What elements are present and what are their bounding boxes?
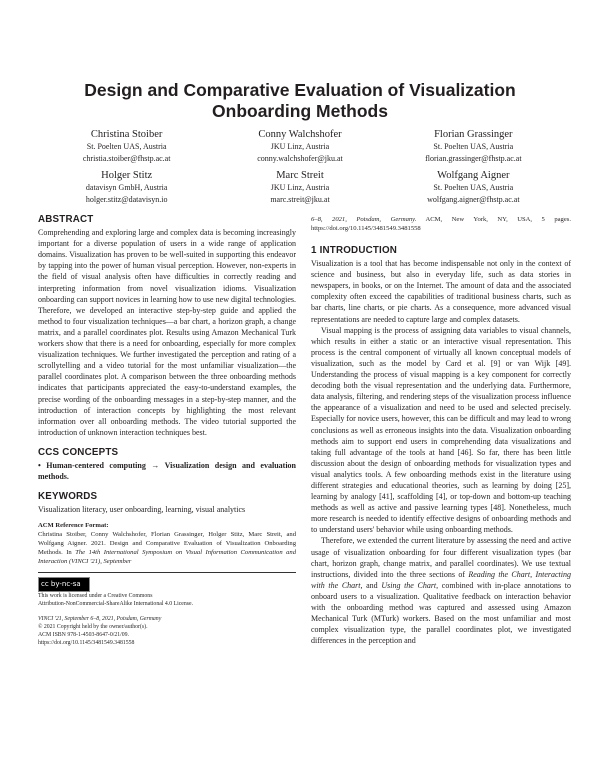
abstract-heading: ABSTRACT: [38, 214, 94, 225]
footnote-rule: [38, 572, 296, 573]
acm-ref-text: Christina Stoiber, Conny Walchshofer, Florian Grassinger, Holger Stitz, Marc Streit, and Wolfgang Aigner. 2021. Design and Comparative Evaluation of Visualization Onboarding Methods. In The 14th International Symposium on Visual Information Communication and Interaction (VINCI '21), September: [38, 531, 296, 566]
publication-footer: VINCI '21, September 6–8, 2021, Potsdam, Germany © 2021 Copyright held by the owner/author(s). ACM ISBN 978-1-4503-8647-0/21/09. https://doi.org/10.1145/3481549.3481558: [38, 615, 296, 647]
author-5: Marc Streit JKU Linz, Austria marc.streit@jku.at: [213, 169, 386, 205]
author-2: Conny Walchshofer JKU Linz, Austria conny.walchshofer@jku.at: [213, 128, 386, 164]
author-4: Holger Stitz datavisyn GmbH, Austria holger.stitz@datavisyn.io: [40, 169, 213, 205]
author-1: Christina Stoiber St. Poelten UAS, Austria christia.stoiber@fhstp.ac.at: [40, 128, 213, 164]
author-email[interactable]: christia.stoiber@fhstp.ac.at: [82, 153, 171, 163]
paper-title: Design and Comparative Evaluation of Visualization Onboarding Methods: [84, 80, 516, 121]
author-email[interactable]: holger.stitz@datavisyn.io: [85, 194, 168, 204]
left-column: [38, 214, 296, 647]
author-list: [40, 128, 560, 205]
cc-license-icon[interactable]: cc by-nc-sa: [38, 577, 90, 592]
introduction-heading: 1 INTRODUCTION: [311, 245, 398, 256]
author-email[interactable]: florian.grassinger@fhstp.ac.at: [425, 153, 522, 163]
author-3: Florian Grassinger St. Poelten UAS, Austria florian.grassinger@fhstp.ac.at: [387, 128, 560, 164]
right-column: [311, 215, 571, 646]
acm-ref-continued: 6–8, 2021, Potsdam, Germany. ACM, New York, NY, USA, 5 pages. https://doi.org/10.1145/3481549.3481558: [311, 216, 571, 232]
doi-link[interactable]: https://doi.org/10.1145/3481549.3481558: [38, 640, 135, 647]
ccs-heading: CCS CONCEPTS: [38, 446, 119, 458]
author-6: Wolfgang Aigner St. Poelten UAS, Austria wolfgang.aigner@fhstp.ac.at: [387, 169, 560, 205]
keywords-heading: KEYWORDS: [38, 491, 98, 503]
intro-paragraph-1: Visualization is a tool that has become indispensable not only in the context of science and business, but also in everyday life, such as data stories in newspapers, in books, or on the Internet. The amount of data and the associated complexity often exceed the capabilities of traditional business charts, such as bar charts, line charts, or pie charts. As a consequence, more advanced visual representations are needed to capture large and complex datasets.: [311, 259, 571, 324]
author-email[interactable]: conny.walchshofer@jku.at: [257, 153, 343, 163]
acm-ref-heading: ACM Reference Format:: [38, 522, 109, 530]
intro-paragraph-3: Therefore, we extended the current literature by assessing the need and active usage of visualization onboarding for four different visualization types (bar chart, horizon graph, change matrix, and parallel coordinates). We use textual instructions, divided into the three sections of Reading the Chart, Interacting with the Chart, and Using the Chart, combined with in-place annotations to onboard users to a visualization. Qualitative feedback on interaction behavior with the onboarding method was captured and assessed using Amazon Mechanical Turk (MTurk) workers. Based on the most unfamiliar and most complex visualization type, the parallel coordinates plot, we investigated differences in the perception and: [311, 536, 571, 646]
intro-paragraph-2: Visual mapping is the process of assigning data variables to visual channels, which results in either a static or an interactive visual representation. This process is the central component of virtually all known conceptual models of visualization, such as the model by Card et al. [9] or van Wijk [49]. Understanding the process of visual mapping is a key component for correctly decoding both the visual representation and the underlying data. Furthermore, data analysis, filtering, and rendering steps of the visualization process influence the appearance of a visualization and need to be used and selected precisely. Especially for novice users, however, this can be difficult and may lead to wrong conclusions as well as erroneous insights into the data. Visualization onboarding methods aim to support end users in comprehending data visualizations and taking full advantage of the tools at hand [46]. So far, there has been little discussion about the design of onboarding methods for visualization types and visual analytics tools. A few onboarding methods exist in the literature using different strategies and educational theories, such as learning by doing [25], learning by analogy [41], scaffolding [4], or top-down and bottom-up teaching methods as well as active and passive learning types [48]. Nonetheless, much more research is needed to identify effective designs of onboarding methods and to understand users' behavior while using onboarding methods.: [311, 325, 571, 535]
license-text: This work is licensed under a Creative Commons Attribution-NonCommercial-ShareAlike International 4.0 License.: [38, 593, 194, 608]
author-email[interactable]: wolfgang.aigner@fhstp.ac.at: [427, 194, 520, 204]
abstract-text: Comprehending and exploring large and complex data is becoming increasingly important for a diverse population of users in a wide range of application domains. Visualization has proven to be well-suited in supporting this endeavor by tapping into the power of human visual perception. However, non-experts in the field of visual analysis often have difficulties in correctly reading and interpreting information from novel visualization idioms. Visualization onboarding can support novices in learning how to use new digital technologies. Therefore, we developed an interactive step-by-step guide and applied the method to four visualization techniques—a bar chart, a horizon graph, a change matrix, and a parallel coordinates plot. Results using Amazon Mechanical Turk workers show that there is a need for onboarding, especially for more complex visualization techniques. We further investigated the perception and rating of a scrollytelling and a video tutorial for the most unfamiliar visualization—the parallel coordinates plot. A comparison between the three onboarding methods indicates that participants appreciated the easy-to-understand examples, the precise wording of the onboarding messages in a step-by-step manner, and the introduction of interaction concepts by highlighting the most relevant information over all onboarding methods. The video tutorial supported the introduction of unknown interaction techniques best.: [38, 228, 296, 437]
keywords-text: Visualization literacy, user onboarding, learning, visual analytics: [38, 505, 246, 515]
ccs-text: • Human-centered computing → Visualization design and evaluation methods.: [38, 460, 296, 482]
author-email[interactable]: marc.streit@jku.at: [270, 194, 330, 204]
